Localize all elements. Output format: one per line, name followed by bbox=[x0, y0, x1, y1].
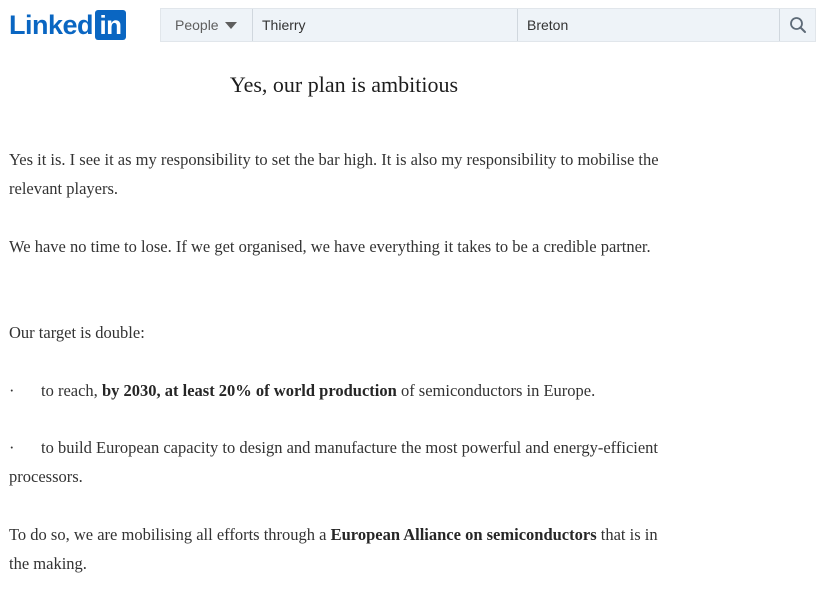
alliance-text-pre: To do so, we are mobilising all efforts through a bbox=[9, 525, 331, 544]
bullet-text-post: of semiconductors in Europe. bbox=[396, 381, 596, 400]
paragraph-alliance bbox=[9, 520, 669, 578]
logo-in-box: in bbox=[95, 10, 126, 40]
bullet-item-capacity bbox=[9, 433, 669, 491]
paragraph-target: Our target is double: bbox=[9, 323, 145, 342]
top-header bbox=[0, 0, 832, 50]
bullet-marker: · bbox=[9, 438, 15, 457]
last-name-input[interactable] bbox=[518, 9, 780, 41]
bullet-text: to build European capacity to design and manufacture the most powerful and energy-efficient processors. bbox=[9, 438, 659, 486]
alliance-text-post: that is in the making. bbox=[9, 525, 658, 573]
logo-wordmark: Linked bbox=[9, 10, 94, 40]
linkedin-logo[interactable] bbox=[9, 10, 126, 40]
alliance-text-bold: European Alliance on semiconductors bbox=[330, 525, 597, 544]
caret-down-icon bbox=[225, 22, 237, 29]
bullet-marker: · bbox=[9, 381, 15, 400]
last-name-value: Breton bbox=[527, 17, 569, 33]
search-button[interactable] bbox=[780, 9, 815, 41]
bullet-text-pre: to reach, bbox=[41, 381, 102, 400]
article-title: Yes, our plan is ambitious bbox=[229, 72, 459, 97]
search-icon bbox=[789, 16, 807, 34]
paragraph-responsibility: Yes it is. I see it as my responsibility to set the bar high. It is also my responsibility to mobilise the relevant players. bbox=[9, 150, 659, 198]
search-type-dropdown[interactable] bbox=[161, 9, 253, 41]
search-type-label: People bbox=[175, 17, 219, 33]
paragraph-no-time: We have no time to lose. If we get organised, we have everything it takes to be a credible partner. bbox=[9, 237, 651, 256]
first-name-value: Thierry bbox=[262, 17, 306, 33]
first-name-input[interactable] bbox=[253, 9, 518, 41]
bullet-item-production bbox=[9, 376, 669, 405]
people-search-bar bbox=[160, 8, 816, 42]
bullet-text-bold: by 2030, at least 20% of world production bbox=[101, 381, 397, 400]
